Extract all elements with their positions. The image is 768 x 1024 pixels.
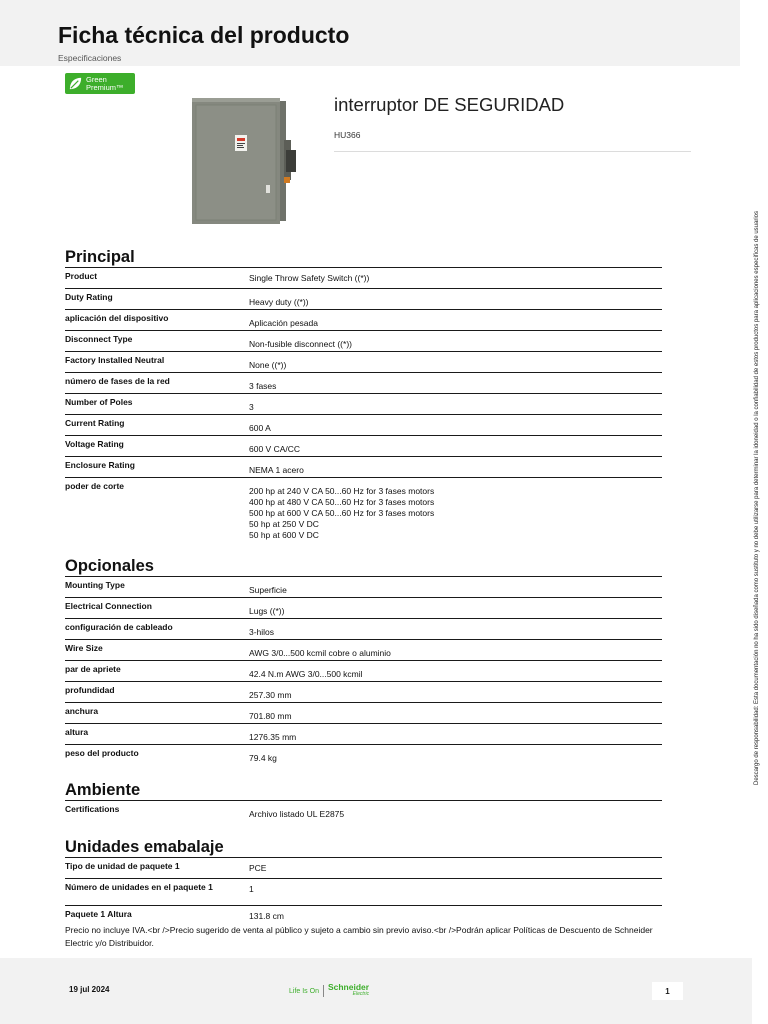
- brand-sub: Electric: [352, 991, 370, 997]
- section-title: Unidades emabalaje: [65, 838, 224, 856]
- spec-row: [65, 745, 662, 766]
- spec-row: [65, 577, 662, 598]
- spec-label: anchura: [65, 706, 99, 716]
- section-title: Principal: [65, 248, 135, 266]
- spec-label: altura: [65, 727, 89, 737]
- spec-row: [65, 415, 662, 436]
- spec-label: Number of Poles: [65, 397, 133, 407]
- spec-row: [65, 724, 662, 745]
- brand-block: [328, 984, 369, 998]
- spec-value: 600 A: [249, 423, 271, 433]
- spec-value: Heavy duty ((*)): [249, 297, 309, 307]
- spec-value: 3-hilos: [249, 627, 275, 637]
- green-premium-badge: [65, 73, 135, 94]
- spec-value: 701.80 mm: [249, 711, 292, 721]
- section-title: Opcionales: [65, 557, 154, 575]
- spec-value: Single Throw Safety Switch ((*)): [249, 273, 370, 283]
- spec-row: [65, 289, 662, 310]
- spec-label: Voltage Rating: [65, 439, 124, 449]
- spec-label: Número de unidades en el paquete 1: [65, 882, 213, 892]
- page-header: [0, 0, 740, 66]
- spec-row: [65, 457, 662, 478]
- spec-label: Current Rating: [65, 418, 125, 428]
- spec-value: AWG 3/0...500 kcmil cobre o aluminio: [249, 648, 391, 658]
- spec-label: número de fases de la red: [65, 376, 170, 386]
- spec-label: Factory Installed Neutral: [65, 355, 165, 365]
- section-unidades: [65, 837, 662, 924]
- spec-value: Archivo listado UL E2875: [249, 809, 345, 819]
- spec-label: Paquete 1 Altura: [65, 909, 132, 919]
- logo-divider: [323, 985, 324, 997]
- spec-label: Product: [65, 271, 98, 281]
- side-disclaimer: Descargo de responsabilidad: Esta documentación no ha sido diseñada como sustituto y no debe utilizarse para determinar la idoneidad o la confiabilidad de estos productos para aplicaciones específicas de usuarios: [754, 210, 760, 786]
- spec-label: Wire Size: [65, 643, 103, 653]
- spec-row: [65, 331, 662, 352]
- leaf-icon: [68, 76, 83, 91]
- spec-row: [65, 619, 662, 640]
- spec-row: [65, 640, 662, 661]
- spec-row: [65, 598, 662, 619]
- footer-date: 19 jul 2024: [69, 985, 110, 994]
- product-name: interruptor DE SEGURIDAD: [334, 94, 565, 115]
- spec-row: [65, 373, 662, 394]
- spec-rows: [65, 801, 662, 822]
- spec-value: 1276.35 mm: [249, 732, 297, 742]
- spec-value: 600 V CA/CC: [249, 444, 301, 454]
- spec-row: [65, 436, 662, 457]
- spec-row: [65, 661, 662, 682]
- page-footer: [0, 958, 752, 1024]
- spec-row: [65, 879, 662, 906]
- spec-row: [65, 703, 662, 724]
- spec-label: Certifications: [65, 804, 120, 814]
- spec-value: Aplicación pesada: [249, 318, 318, 328]
- spec-value: Superficie: [249, 585, 287, 595]
- tagline: Life Is On: [289, 987, 319, 995]
- spec-value: 3 fases: [249, 381, 277, 391]
- page-title: Ficha técnica del producto: [58, 22, 350, 48]
- spec-value: 1: [249, 884, 254, 894]
- spec-row: [65, 478, 662, 538]
- price-note: Precio no incluye IVA.<br />Precio sugerido de venta al público y sujeto a cambio sin previo aviso.<br />Podrán aplicar Políticas de Descuento de Schneider Electric y/o Distribuidor.: [65, 925, 653, 948]
- spec-rows: [65, 577, 662, 766]
- spec-value: 131.8 cm: [249, 911, 284, 921]
- spec-label: aplicación del dispositivo: [65, 313, 169, 323]
- spec-value: 42.4 N.m AWG 3/0...500 kcmil: [249, 669, 363, 679]
- page-subtitle: Especificaciones: [58, 53, 122, 63]
- spec-rows: [65, 268, 662, 538]
- spec-label: par de apriete: [65, 664, 121, 674]
- schneider-logo: [289, 984, 369, 998]
- spec-value: PCE: [249, 863, 267, 873]
- badge-text: [86, 76, 124, 92]
- spec-row: [65, 906, 662, 924]
- spec-label: Tipo de unidad de paquete 1: [65, 861, 180, 871]
- spec-value: NEMA 1 acero: [249, 465, 304, 475]
- spec-rows: [65, 858, 662, 924]
- spec-label: Electrical Connection: [65, 601, 152, 611]
- product-divider: [334, 151, 691, 152]
- spec-label: profundidad: [65, 685, 115, 695]
- spec-value: Lugs ((*)): [249, 606, 285, 616]
- spec-value: 3: [249, 402, 254, 412]
- spec-value: 79.4 kg: [249, 753, 277, 763]
- spec-row: [65, 394, 662, 415]
- section-opcionales: [65, 556, 662, 766]
- spec-value: None ((*)): [249, 360, 287, 370]
- spec-row: [65, 310, 662, 331]
- spec-label: Duty Rating: [65, 292, 113, 302]
- section-principal: [65, 247, 662, 538]
- section-ambiente: [65, 780, 662, 822]
- badge-line1: Green: [86, 74, 107, 84]
- spec-value: 257.30 mm: [249, 690, 292, 700]
- page-number: 1: [652, 982, 683, 1000]
- badge-line2: Premium: [86, 82, 117, 92]
- badge-suffix: ™: [116, 82, 124, 92]
- product-reference: HU366: [334, 130, 361, 140]
- spec-value: Non-fusible disconnect ((*)): [249, 339, 352, 349]
- spec-row: [65, 682, 662, 703]
- spec-row: [65, 858, 662, 879]
- section-title: Ambiente: [65, 781, 141, 799]
- spec-label: Enclosure Rating: [65, 460, 135, 470]
- spec-row: [65, 352, 662, 373]
- spec-label: Mounting Type: [65, 580, 125, 590]
- spec-label: configuración de cableado: [65, 622, 173, 632]
- spec-label: poder de corte: [65, 481, 125, 491]
- spec-label: peso del producto: [65, 748, 139, 758]
- spec-label: Disconnect Type: [65, 334, 133, 344]
- brand-name: Schneider: [327, 982, 370, 992]
- spec-value: 200 hp at 240 V CA 50...60 Hz for 3 fases motors 400 hp at 480 V CA 50...60 Hz for 3 fases motors 500 hp at 600 V CA 50...60 Hz for 3 fases motors 50 hp at 250 V DC 50 hp at 600 V DC: [249, 486, 435, 540]
- spec-row: [65, 801, 662, 822]
- spec-row: [65, 268, 662, 289]
- product-image: [190, 95, 302, 230]
